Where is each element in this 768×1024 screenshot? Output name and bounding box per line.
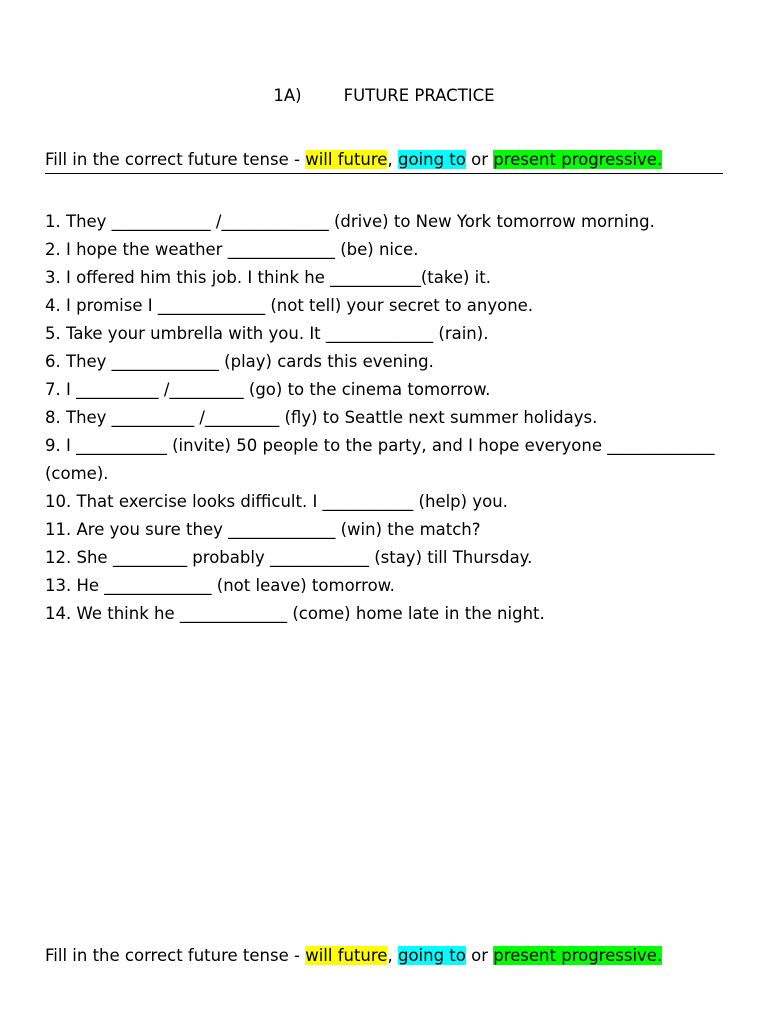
divider-line	[45, 173, 723, 174]
exercise-item: 13. He _____________ (not leave) tomorrow.	[45, 576, 395, 595]
exercise-item: 4. I promise I _____________ (not tell) your secret to anyone.	[45, 296, 534, 315]
instruction-top	[45, 150, 662, 169]
highlight-will-future: will future	[305, 946, 388, 965]
exercise-item: 14. We think he _____________ (come) home late in the night.	[45, 604, 545, 623]
highlight-will-future: will future	[305, 150, 388, 169]
highlight-present-progressive: present progressive.	[493, 150, 663, 169]
instruction-prefix: Fill in the correct future tense -	[45, 946, 306, 965]
exercise-item: 2. I hope the weather _____________ (be) nice.	[45, 240, 419, 259]
instruction-comma: ,	[387, 150, 393, 169]
exercise-item: 3. I offered him this job. I think he ___________(take) it.	[45, 268, 491, 287]
highlight-going-to: going to	[397, 150, 466, 169]
exercise-list	[45, 208, 725, 628]
exercise-item: 7. I __________ /_________ (go) to the cinema tomorrow.	[45, 380, 491, 399]
exercise-item: 10. That exercise looks difficult. I ___________ (help) you.	[45, 492, 508, 511]
exercise-item: 9. I ___________ (invite) 50 people to the party, and I hope everyone _____________ (come).	[45, 436, 715, 483]
instruction-bottom	[45, 946, 662, 965]
instruction-prefix: Fill in the correct future tense -	[45, 150, 306, 169]
exercise-item: 6. They _____________ (play) cards this evening.	[45, 352, 434, 371]
instruction-or: or	[465, 946, 494, 965]
exercise-item: 1. They ____________ /_____________ (drive) to New York tomorrow morning.	[45, 212, 655, 231]
worksheet-title: 1A) FUTURE PRACTICE	[273, 86, 495, 105]
highlight-present-progressive: present progressive.	[493, 946, 663, 965]
exercise-item: 11. Are you sure they _____________ (win) the match?	[45, 520, 481, 539]
instruction-comma: ,	[387, 946, 393, 965]
instruction-or: or	[465, 150, 494, 169]
exercise-item: 8. They __________ /_________ (fly) to Seattle next summer holidays.	[45, 408, 598, 427]
exercise-item: 12. She _________ probably ____________ (stay) till Thursday.	[45, 548, 533, 567]
highlight-going-to: going to	[397, 946, 466, 965]
exercise-item: 5. Take your umbrella with you. It _____________ (rain).	[45, 324, 489, 343]
